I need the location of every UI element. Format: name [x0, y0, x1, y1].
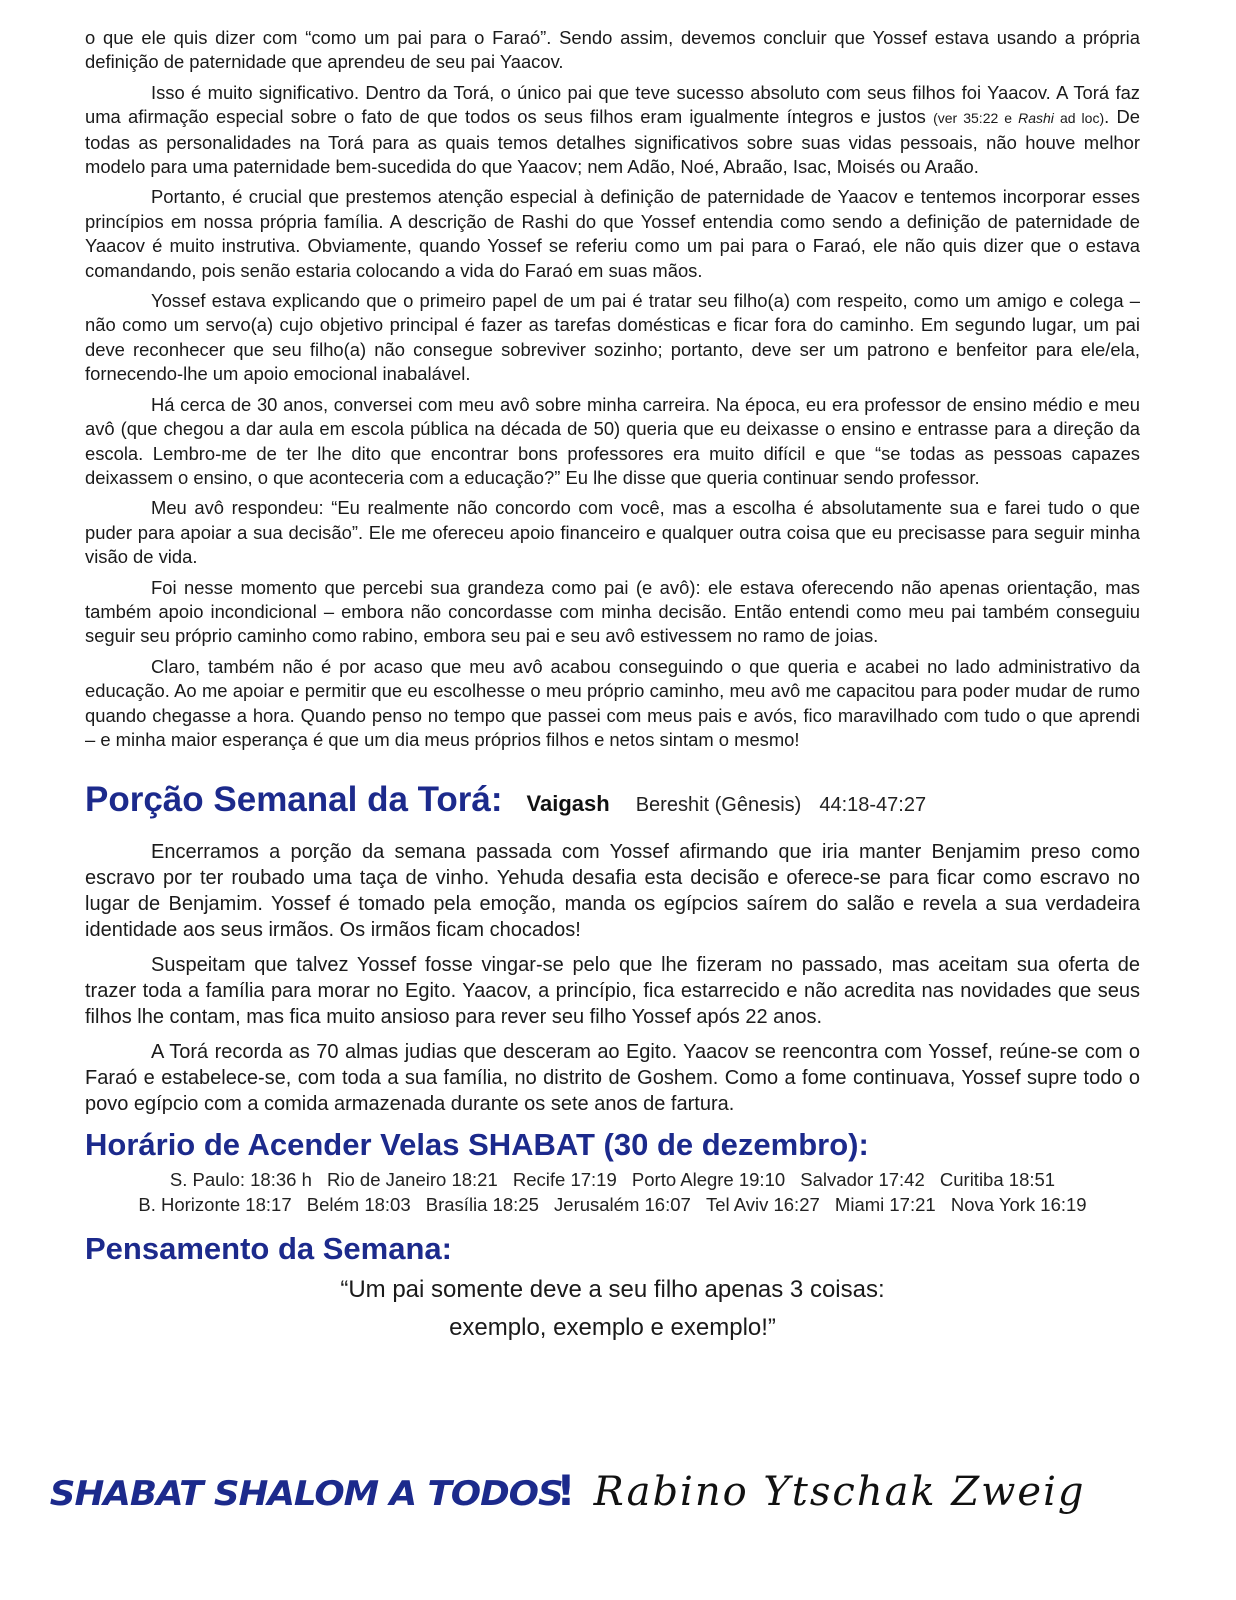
paragraph-text: Isso é muito significativo. Dentro da Torá, o único pai que teve sucesso absoluto com seus filhos foi Yaacov. A Torá faz uma afirmação especial sobre o fato de que todos os seus filhos eram igualmente íntegros e justos	[85, 81, 1140, 128]
paragraph: Yossef estava explicando que o primeiro papel de um pai é tratar seu filho(a) com respeito, como um amigo e colega – não como um servo(a) cujo objetivo principal é fazer as tarefas domésticas e ficar fora do caminho. Em segundo lugar, um pai deve reconhecer que seu filho(a) não consegue sobreviver sozinho; portanto, deve ser um patrono e benfeitor para ele/ela, fornecendo-lhe um apoio emocional inabalável.	[85, 290, 1140, 385]
times-row	[85, 1192, 1140, 1217]
candle-lighting-heading: Horário de Acender Velas SHABAT (30 de dezembro):	[85, 1127, 869, 1163]
city-time: Jerusalém 16:07	[554, 1194, 691, 1216]
quote-line: exemplo, exemplo e exemplo!”	[449, 1314, 776, 1342]
city-time: Recife 17:19	[512, 1169, 617, 1191]
reference-text: ad loc)	[1053, 110, 1105, 127]
section-title: Porção Semanal da Torá:	[85, 780, 503, 820]
paragraph: Foi nesse momento que percebi sua grandeza como pai (e avô): ele estava oferecendo não apenas orientação, mas também apoio incondicional – embora não concordasse com minha decisão. Então entendi como meu pai também conseguiu seguir seu próprio caminho como rabino, embora seu pai e seu avô estivessem no ramo de joias.	[85, 576, 1140, 647]
rabbi-signature: Rabino Ytschak Zweig	[593, 1469, 1086, 1515]
paragraph: A Torá recorda as 70 almas judias que desceram ao Egito. Yaacov se reencontra com Yossef, reúne-se com o Faraó e estabelece-se, com toda a sua família, no distrito de Goshem. Como a fome continuava, Yossef supre todo o povo egípcio com a comida armazenada durante os sete anos de fartura.	[85, 1041, 1140, 1116]
quote-line: “Um pai somente deve a seu filho apenas 3 coisas:	[340, 1276, 885, 1304]
city-time: Curitiba 18:51	[939, 1169, 1056, 1191]
paragraph-text: . De todas as personalidades na Torá para as quais temos detalhes significativos sobre suas vidas pessoais, não houve melhor modelo para uma paternidade bem-sucedida do que Yaacov; nem Adão, Noé, Abraão, Isac, Moisés ou Araão.	[85, 106, 1140, 178]
weekly-thought-heading: Pensamento da Semana:	[85, 1231, 452, 1267]
shabat-shalom-greeting: SHABAT SHALOM A TODOS	[49, 1474, 563, 1514]
paragraph: Suspeitam que talvez Yossef fosse vingar-se pelo que lhe fizeram no passado, mas aceitam sua oferta de trazer toda a família para morar no Egito. Yaacov, a princípio, fica estarrecido e não acredita nas novidades que seus filhos lhe contam, mas fica muito ansioso para rever seu filho Yossef após 22 anos.	[85, 954, 1140, 1029]
footer	[49, 1466, 1086, 1515]
city-time: Rio de Janeiro 18:21	[327, 1169, 498, 1191]
paragraph: Encerramos a porção da semana passada com Yossef afirmando que iria manter Benjamim preso como escravo por ter roubado uma taça de vinho. Yehuda desafia esta decisão e oferece-se para ficar como escravo no lugar de Benjamim. Yossef é tomado pela emoção, manda os egípcios saírem do salão e revela a sua verdadeira identidade aos seus irmãos. Os irmãos ficam chocados!	[85, 841, 1140, 942]
paragraph: o que ele quis dizer com “como um pai para o Faraó”. Sendo assim, devemos concluir que Yossef estava usando a própria definição de paternidade que aprendeu de seu pai Yaacov.	[85, 27, 1140, 73]
paragraph: Portanto, é crucial que prestemos atenção especial à definição de paternidade de Yaacov e tentemos incorporar esses princípios em nossa própria família. A descrição de Rashi do que Yossef entendia como sendo a definição de paternidade de Yaacov é muito instrutiva. Obviamente, quando Yossef se referiu como um pai para o Faraó, ele não quis dizer que o estava comandando, pois senão estaria colocando a vida do Faraó em suas mãos.	[85, 186, 1140, 281]
reference-note	[933, 110, 1104, 126]
city-time: Salvador 17:42	[800, 1169, 925, 1191]
article-body	[85, 26, 1140, 752]
paragraph: Há cerca de 30 anos, conversei com meu avô sobre minha carreira. Na época, eu era professor de ensino médio e meu avô (que chegou a dar aula em escola pública na década de 50) queria que eu deixasse o ensino e entrasse para a direção da escola. Lembro-me de ter lhe dito que encontrar bons professores era muito difícil e que “se todas as pessoas capazes deixassem o ensino, o que aconteceria com a educação?” Eu lhe disse que queria continuar sendo professor.	[85, 393, 1140, 488]
portion-name: Vaigash	[526, 791, 610, 817]
city-time: Belém 18:03	[306, 1194, 411, 1216]
candle-lighting-times	[85, 1167, 1140, 1217]
paragraph	[85, 81, 1140, 180]
city-time: Tel Aviv 16:27	[705, 1194, 820, 1216]
city-time: Miami 17:21	[834, 1194, 936, 1216]
paragraph: Claro, também não é por acaso que meu avô acabou conseguindo o que queria e acabei no lado administrativo da educação. Ao me apoiar e permitir que eu escolhesse o meu próprio caminho, meu avô me capacitou para poder mudar de rumo quando chegasse a hora. Quando penso no tempo que passei com meus pais e avós, fico maravilhado com tudo o que aprendi – e minha maior esperança é que um dia meus próprios filhos e netos sintam o mesmo!	[85, 655, 1140, 750]
city-time: S. Paulo: 18:36 h	[169, 1169, 312, 1191]
city-time: B. Horizonte 18:17	[138, 1194, 292, 1216]
weekly-portion-heading	[85, 780, 1140, 825]
city-time: Porto Alegre 19:10	[631, 1169, 786, 1191]
portion-verses: 44:18-47:27	[819, 794, 927, 817]
reference-text: (ver 35:22 e	[933, 110, 1019, 127]
exclamation-mark: !	[556, 1466, 576, 1515]
portion-summary	[85, 839, 1140, 1117]
portion-book: Bereshit (Gênesis)	[635, 794, 802, 817]
city-time: Nova York 16:19	[950, 1194, 1087, 1216]
reference-italic: Rashi	[1018, 110, 1054, 127]
paragraph: Meu avô respondeu: “Eu realmente não concordo com você, mas a escolha é absolutamente sua e farei tudo o que puder para apoiar a sua decisão”. Ele me ofereceu apoio financeiro e qualquer outra coisa que eu precisasse para seguir minha visão de vida.	[85, 497, 1140, 568]
times-row	[85, 1167, 1140, 1192]
city-time: Brasília 18:25	[425, 1194, 539, 1216]
weekly-thought-quote	[85, 1271, 1140, 1347]
